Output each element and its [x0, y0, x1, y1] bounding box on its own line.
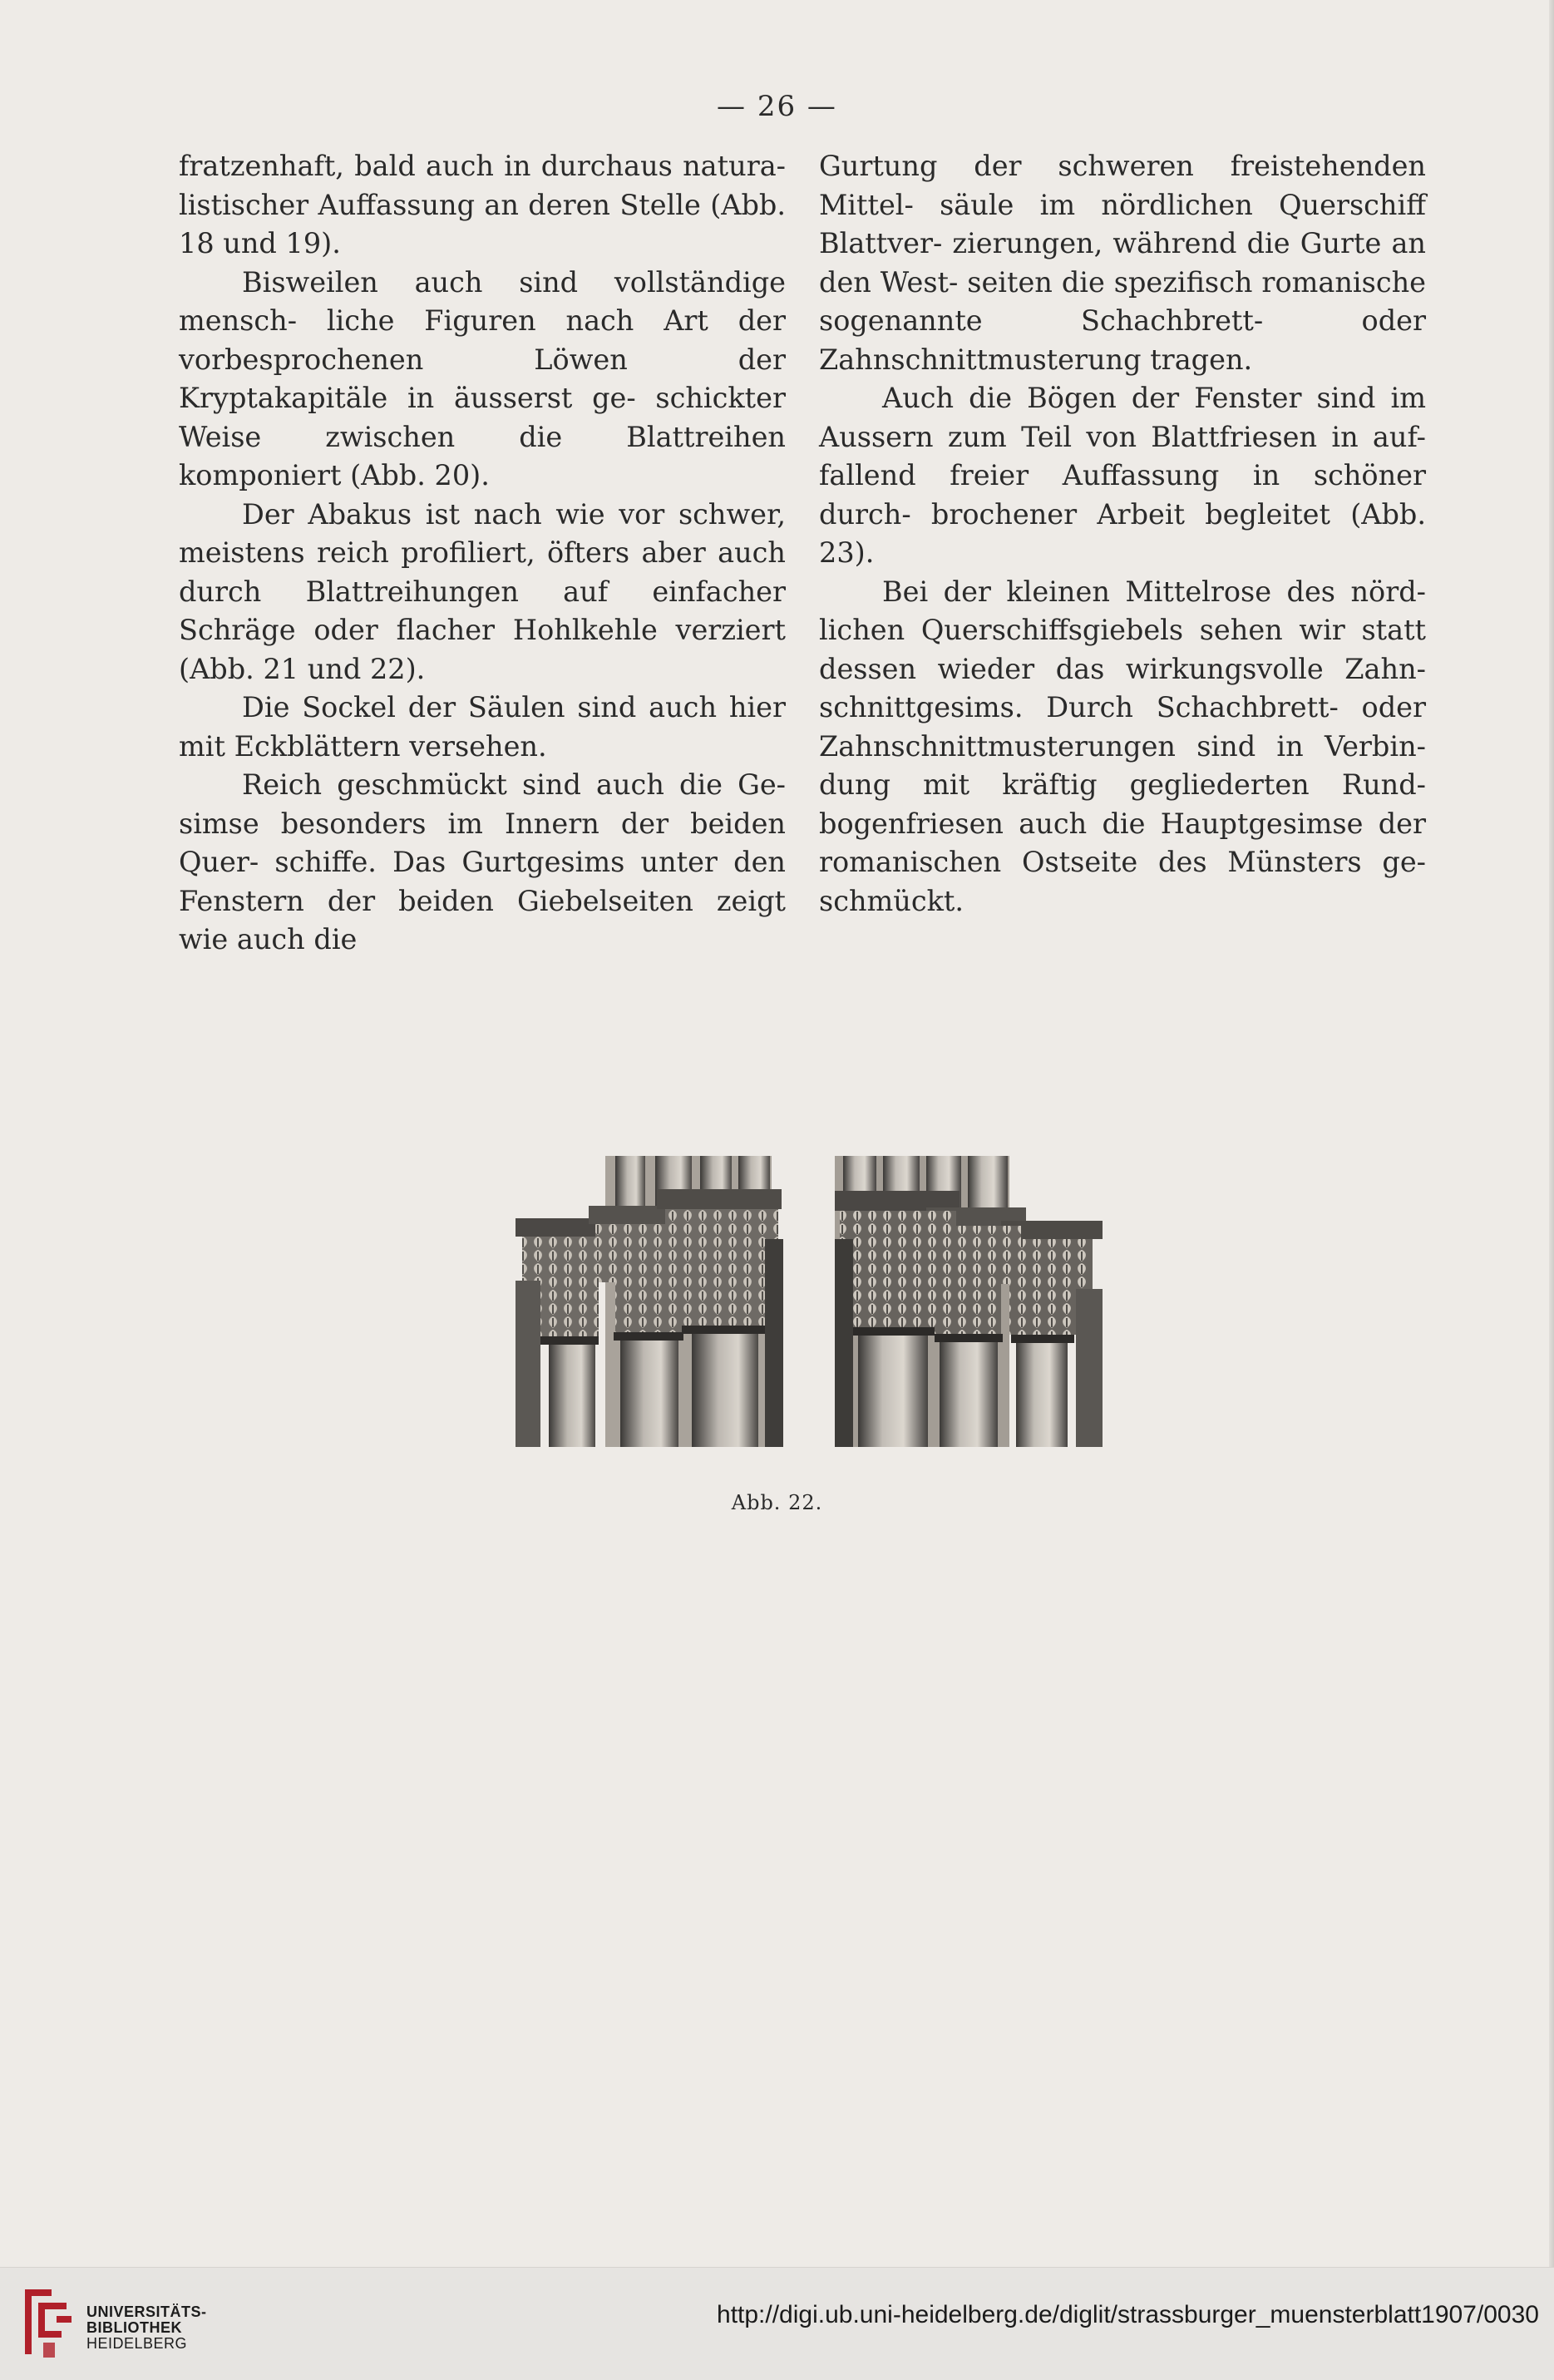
page-edge [1549, 0, 1554, 2267]
library-name [86, 2304, 207, 2352]
capital-photo-left [516, 1156, 783, 1447]
permalink-url[interactable]: http://digi.ub.uni-heidelberg.de/diglit/strassburger_muensterblatt1907/0030 [717, 2301, 1539, 2328]
paragraph: Bisweilen auch sind vollständige mensch- liche Figuren nach Art der vorbesprochenen Löwen der Kryptakapitäle in äusserst ge- schickter Weise zwischen die Blattreihen komponiert (Abb. 20). [179, 265, 786, 491]
library-name-line: BIBLIOTHEK [86, 2319, 182, 2336]
right-text-column [819, 147, 1426, 921]
paragraph: Der Abakus ist nach wie vor schwer, meistens reich profiliert, öfters aber auch durch Blattreihungen auf einfacher Schräge oder flacher Hohlkehle verziert (Abb. 21 und 22). [179, 497, 786, 685]
paragraph: Reich geschmückt sind auch die Ge- simse besonders im Innern der beiden Quer- schiffe. Das Gurtgesims unter den Fenstern der beiden Giebelseiten zeigt wie auch die [179, 768, 786, 955]
library-name-line: UNIVERSITÄTS- [86, 2303, 207, 2320]
paragraph: Bei der kleinen Mittelrose des nörd- lichen Querschiffsgiebels sehen wir statt dessen wieder das wirkungsvolle Zahn- schnittgesims. Durch Schachbrett- oder Zahnschnittmusterungen sind in Verbin- dung mit kräftig gegliederten Rund- bogenfriesen auch die Hauptgesimse der romanischen Ostseite des Münsters ge- schmückt. [819, 575, 1426, 917]
figure-capitals [516, 1156, 1114, 1447]
library-name-line: HEIDELBERG [86, 2335, 188, 2352]
figure-caption: Abb. 22. [731, 1491, 823, 1514]
paragraph: Auch die Bögen der Fenster sind im Aussern zum Teil von Blattfriesen in auf- fallend freier Auffassung in schöner durch- brochener Arbeit begleitet (Abb. 23). [819, 382, 1426, 569]
capital-photo-right [835, 1156, 1103, 1447]
paragraph: Gurtung der schweren freistehenden Mittel- säule im nördlichen Querschiff Blattver- zierungen, während die Gurte an den West- seiten die spezifisch romanische sogenannte Schachbrett- oder Zahnschnittmusterung tragen. [819, 150, 1426, 376]
university-library-logo-icon [18, 2281, 76, 2361]
left-text-column [179, 147, 786, 960]
paragraph: Die Sockel der Säulen sind auch hier mit Eckblättern versehen. [179, 691, 786, 763]
page-number: — 26 — [717, 90, 837, 123]
footer-bar [0, 2267, 1554, 2380]
paragraph: fratzenhaft, bald auch in durchaus natura- listischer Auffassung an deren Stelle (Abb. 18 und 19). [179, 150, 786, 259]
